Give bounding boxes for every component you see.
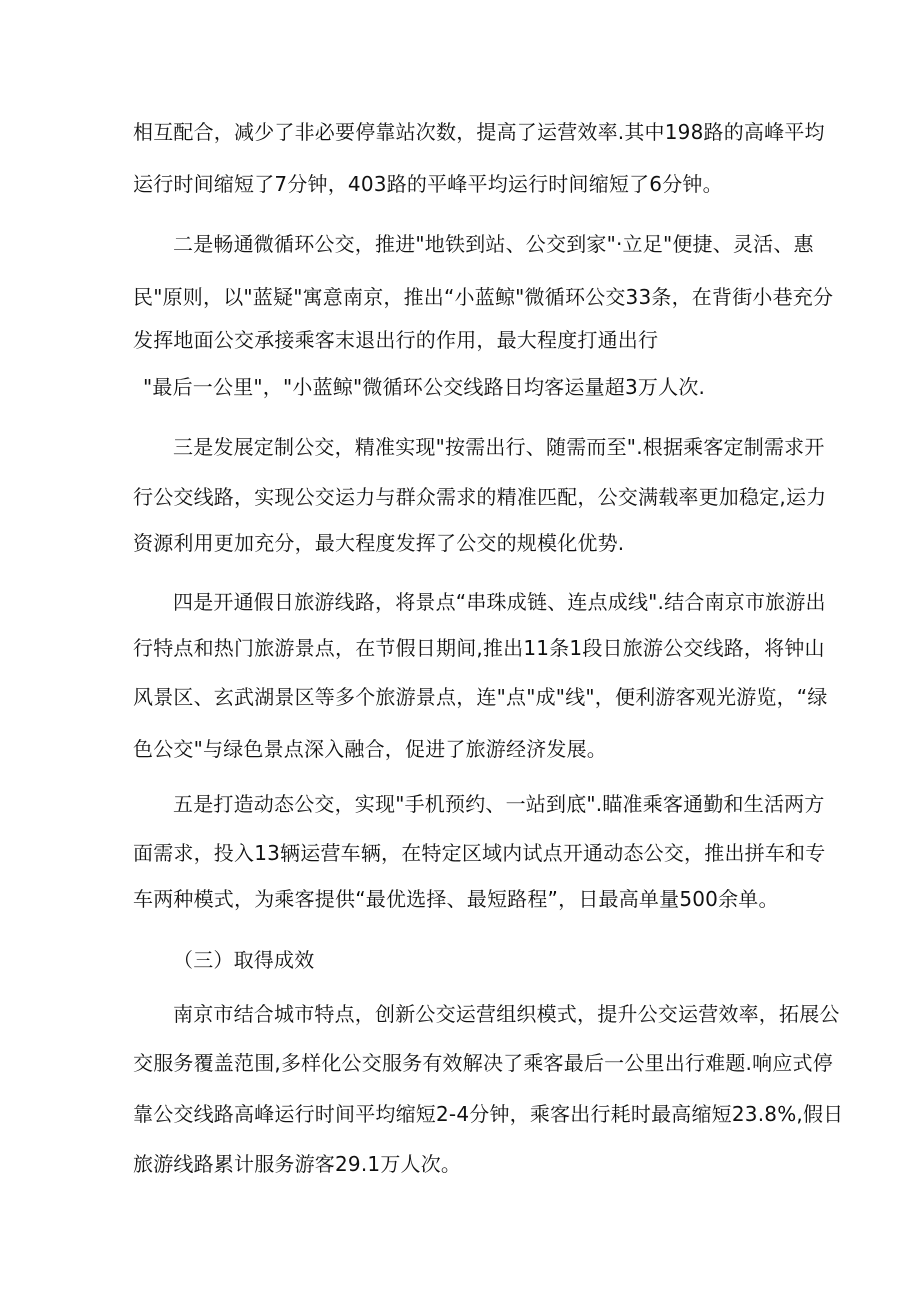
section-heading: （三）取得成效: [173, 948, 315, 972]
text-line: 面需求，投入13辆运营车辆，在特定区域内试点开通动态公交，推出拼车和专: [133, 841, 826, 865]
text-line: 行特点和热门旅游景点，在节假日期间,推出11条1段日旅游公交线路，将钟山: [133, 636, 825, 660]
paragraph-5-first-line: 五是打造动态公交，实现"手机预约、一站到底".瞄准乘客通勤和生活两方: [173, 792, 825, 816]
text-line: 车两种模式，为乘客提供“最优选择、最短路程”，日最高单量500余单。: [133, 887, 779, 911]
text-line: 发挥地面公交承接乘客末退出行的作用，最大程度打通出行: [133, 328, 659, 352]
text-line: 交服务覆盖范围,多样化公交服务有效解决了乘客最后一公里出行难题.响应式停: [133, 1051, 833, 1075]
text-line: 民"原则，以"蓝疑"寓意南京，推出“小蓝鲸"微循环公交33条，在背街小巷充分: [133, 285, 834, 309]
paragraph-6-first-line: 南京市结合城市特点，创新公交运营组织模式，提升公交运营效率，拓展公: [173, 1002, 840, 1026]
text-line: 色公交"与绿色景点深入融合，促进了旅游经济发展。: [133, 737, 607, 761]
text-line: 行公交线路，实现公交运力与群众需求的精准匹配，公交满载率更加稳定,运力: [133, 485, 827, 509]
paragraph-3-first-line: 三是发展定制公交，精准实现"按需出行、随需而至".根据乘客定制需求开: [173, 435, 825, 459]
paragraph-2-first-line: 二是畅通微循环公交，推进"地铁到站、公交到家"·立足"便捷、灵活、惠: [173, 232, 814, 256]
paragraph-4-first-line: 四是开通假日旅游线路，将景点“串珠成链、连点成线".结合南京市旅游出: [173, 590, 826, 614]
text-line: 旅游线路累计服务游客29.1万人次。: [133, 1152, 462, 1176]
text-line: 风景区、玄武湖景区等多个旅游景点，连"点"成"线"，便利游客观光游览，“绿: [133, 685, 828, 709]
text-line: "最后一公里"，"小蓝鲸"微循环公交线路日均客运量超3万人次.: [143, 375, 706, 399]
text-line: 运行时间缩短了7分钟，403路的平峰平均运行时间缩短了6分钟。: [133, 172, 723, 196]
text-line: 相互配合，减少了非必要停靠站次数，提高了运营效率.其中198路的高峰平均: [133, 120, 825, 144]
text-line: 资源利用更加充分，最大程度发挥了公交的规模化优势.: [133, 531, 625, 555]
text-line: 靠公交线路高峰运行时间平均缩短2-4分钟，乘客出行耗时最高缩短23.8%,假日: [133, 1102, 844, 1126]
